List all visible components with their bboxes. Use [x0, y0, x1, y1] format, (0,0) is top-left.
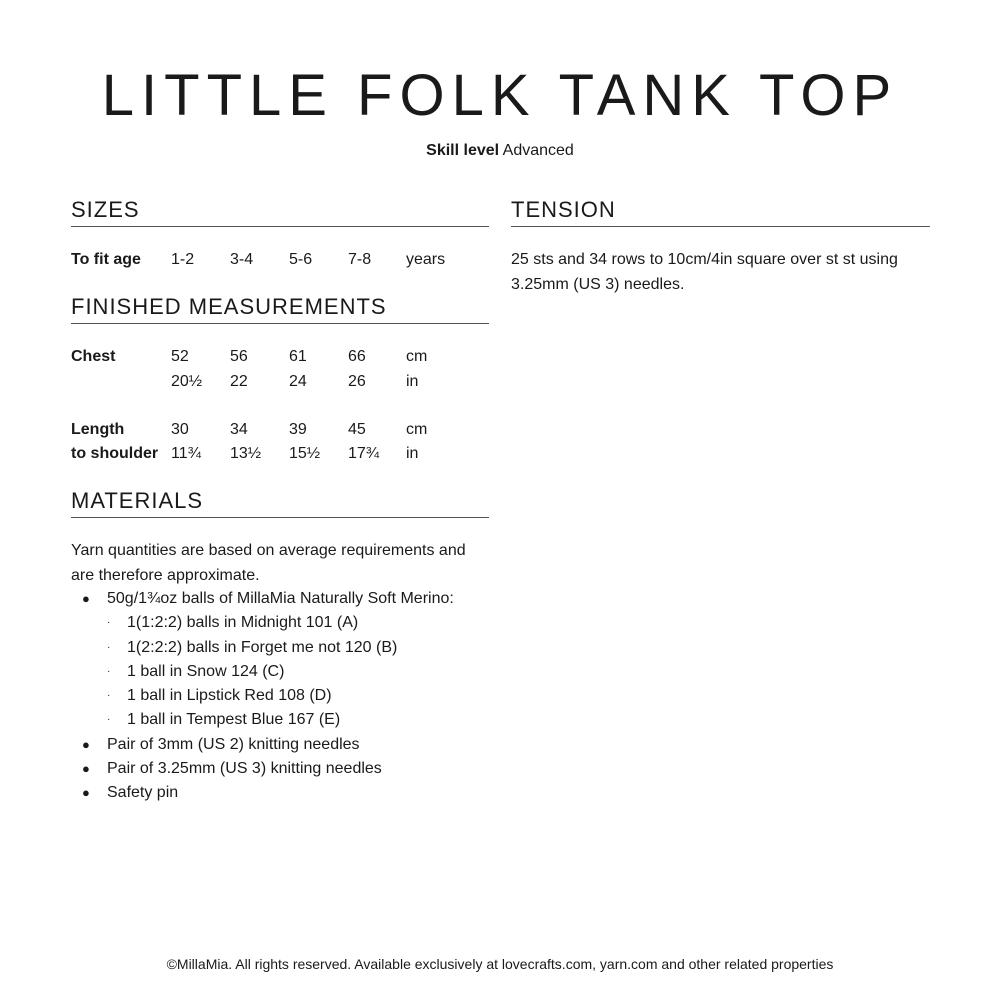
measure-value: 17¾	[348, 445, 380, 462]
to-shoulder-label: to shoulder	[71, 445, 159, 462]
copyright-footer: ©MillaMia. All rights reserved. Available exclusively at lovecrafts.com, yarn.com and other related properties	[166, 956, 834, 972]
measure-value: 26	[348, 373, 366, 390]
length-label: Length	[71, 421, 125, 438]
measure-value: 34	[230, 421, 248, 438]
measure-value: 56	[230, 348, 248, 365]
chest-label: Chest	[71, 348, 116, 365]
measure-unit: in	[406, 445, 419, 462]
colour-text: 1 ball in Snow 124 (C)	[127, 662, 285, 680]
yarn-text: 50g/1¾oz balls of MillaMia Naturally Soft Merino:	[107, 590, 454, 607]
size-unit: years	[406, 251, 446, 268]
sizes-heading: SIZES	[71, 196, 489, 227]
list-item	[107, 611, 489, 635]
list-item	[71, 733, 489, 757]
skill-level-label: Skill level	[426, 142, 500, 159]
list-item	[107, 708, 489, 732]
bullet-icon: ●	[82, 785, 90, 801]
tension-heading: TENSION	[511, 196, 930, 227]
list-item	[71, 757, 489, 781]
bullet-icon: ●	[82, 736, 90, 752]
measure-value: 13½	[230, 445, 262, 462]
dot-icon: ·	[107, 665, 111, 677]
materials-list	[71, 587, 489, 806]
measure-unit: cm	[406, 348, 428, 365]
page-title: LITTLE FOLK TANK TOP	[101, 63, 899, 128]
measure-value: 61	[289, 348, 307, 365]
finished-measurements-heading: FINISHED MEASUREMENTS	[71, 293, 489, 324]
dot-icon: ·	[107, 714, 111, 726]
skill-level	[0, 141, 1000, 161]
bullet-icon: ●	[82, 591, 90, 606]
dot-icon: ·	[107, 641, 111, 653]
tension-text: 25 sts and 34 rows to 10cm/4in square over st st using 3.25mm (US 3) needles.	[511, 251, 898, 293]
materials-heading: MATERIALS	[71, 487, 489, 518]
measure-value: 20½	[171, 373, 203, 390]
list-item	[107, 660, 489, 684]
length-in-row	[71, 443, 489, 465]
colour-text: 1 ball in Tempest Blue 167 (E)	[127, 711, 341, 729]
chest-in-row	[71, 371, 489, 393]
chest-cm-row	[71, 346, 489, 368]
size-value: 7-8	[348, 251, 372, 268]
item-text: Pair of 3mm (US 2) knitting needles	[107, 735, 360, 753]
measure-value: 66	[348, 348, 366, 365]
skill-level-value: Advanced	[502, 142, 574, 159]
colour-text: 1 ball in Lipstick Red 108 (D)	[127, 687, 332, 705]
materials-intro: Yarn quantities are based on average requirements and are therefore approximate.	[71, 542, 466, 584]
size-value: 3-4	[230, 251, 254, 268]
list-item	[107, 636, 489, 660]
measure-value: 39	[289, 421, 307, 438]
measure-value: 30	[171, 421, 189, 438]
sizes-row	[71, 249, 489, 271]
dot-icon: ·	[107, 617, 111, 629]
dot-icon: ·	[107, 690, 111, 702]
size-value: 5-6	[289, 251, 313, 268]
colour-list	[107, 611, 489, 732]
length-cm-row	[71, 419, 489, 441]
item-text: Safety pin	[107, 784, 179, 802]
list-item	[107, 684, 489, 708]
colour-text: 1(1:2:2) balls in Midnight 101 (A)	[127, 614, 359, 632]
colour-text: 1(2:2:2) balls in Forget me not 120 (B)	[127, 638, 398, 656]
list-item	[71, 587, 489, 733]
bullet-icon: ●	[82, 761, 90, 777]
list-item	[71, 781, 489, 805]
item-text: Pair of 3.25mm (US 3) knitting needles	[107, 760, 382, 778]
measure-unit: in	[406, 373, 419, 390]
measure-value: 24	[289, 373, 307, 390]
measure-value: 45	[348, 421, 366, 438]
measure-value: 15½	[289, 445, 321, 462]
measure-value: 22	[230, 373, 248, 390]
measure-unit: cm	[406, 421, 428, 438]
measure-value: 11¾	[171, 445, 201, 462]
age-label: To fit age	[71, 251, 141, 268]
size-value: 1-2	[171, 251, 195, 268]
measure-value: 52	[171, 348, 189, 365]
